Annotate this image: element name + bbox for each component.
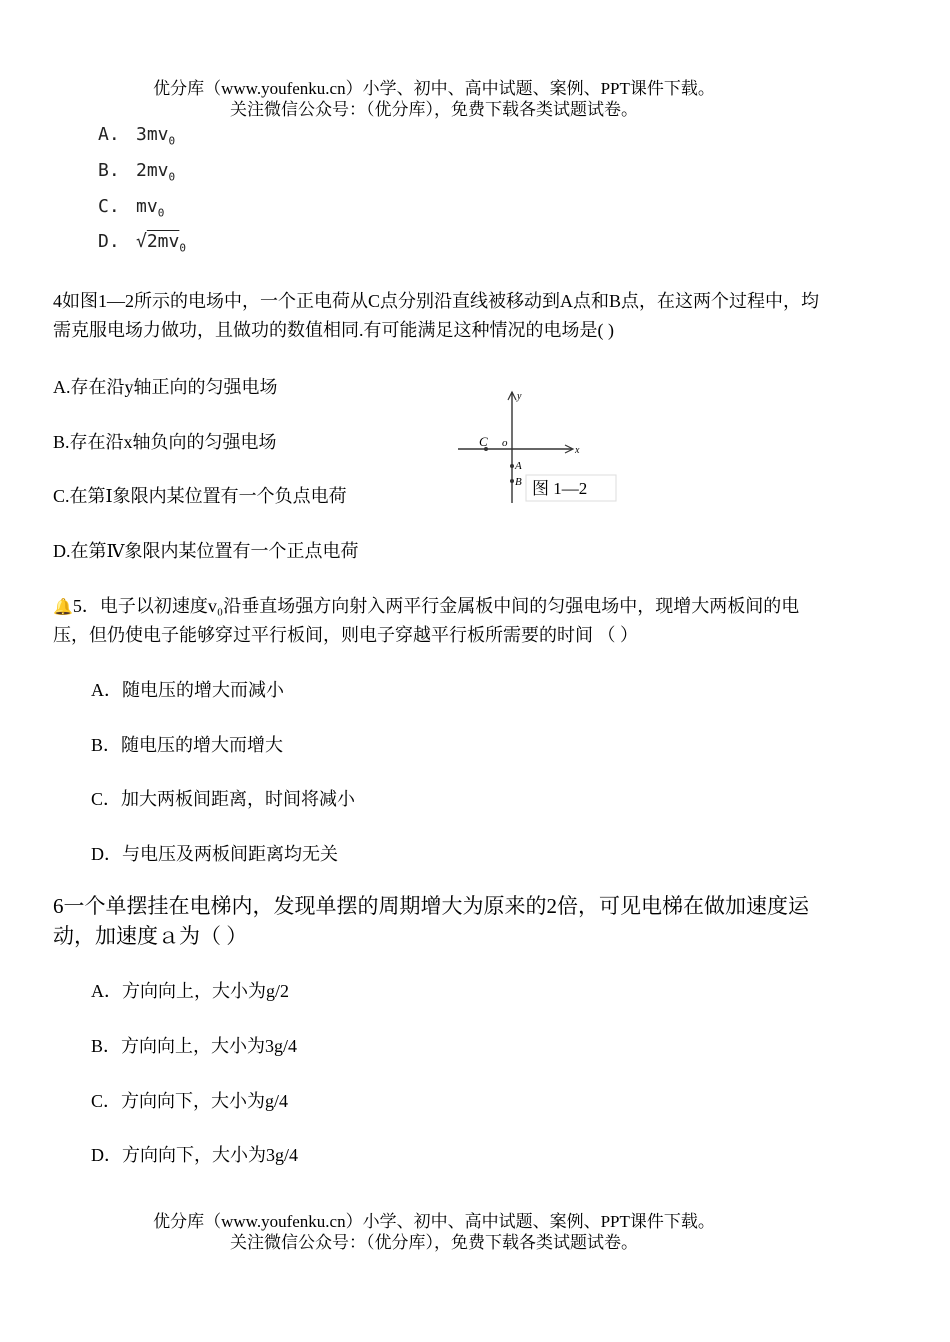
q4-stem: 4如图1—2所示的电场中，一个正电荷从C点分别沿直线被移动到A点和B点，在这两个过程中，均需克服电场力做功，且做功的数值相同.有可能满足这种情况的电场是( ) bbox=[53, 291, 820, 340]
q6-option-d: D．方向向下，大小为3g/4 bbox=[91, 1145, 298, 1165]
point-b-dot bbox=[510, 479, 514, 483]
origin-label: o bbox=[502, 437, 508, 449]
q4-option-b: B.存在沿x轴负向的匀强电场 bbox=[53, 432, 277, 452]
option-label: A. bbox=[98, 124, 120, 145]
page-footer bbox=[0, 1211, 868, 1253]
option-label: C. bbox=[98, 196, 120, 217]
figure-1-2 bbox=[455, 388, 625, 508]
footer-line-1: 优分库（www.youfenku.cn）小学、初中、高中试题、案例、PPT课件下载。 bbox=[153, 1212, 715, 1231]
q3-option-b bbox=[98, 160, 175, 184]
q5-option-a: A．随电压的增大而减小 bbox=[91, 680, 284, 700]
q6-option-c: C．方向向下，大小为g/4 bbox=[91, 1091, 289, 1111]
bell-icon: 🔔 bbox=[53, 597, 73, 616]
q5-stem bbox=[53, 592, 823, 650]
option-value: 3mv bbox=[136, 124, 169, 145]
option-value: 2mv bbox=[146, 231, 180, 252]
point-b-label: B bbox=[515, 476, 522, 488]
footer-line-2: 关注微信公众号：（优分库），免费下载各类试题试卷。 bbox=[230, 1233, 638, 1252]
option-value: 2mv bbox=[136, 160, 169, 181]
q3-option-d bbox=[98, 231, 186, 255]
option-sub: 0 bbox=[179, 241, 186, 255]
option-value: mv bbox=[136, 196, 158, 217]
q5-stem-text: 5．电子以初速度v₀沿垂直场强方向射入两平行金属板中间的匀强电场中，现增大两板间的电压，但仍使电子能够穿过平行板间，则电子穿越平行板所需要的时间 （ ） bbox=[53, 596, 800, 645]
option-sub: 0 bbox=[157, 206, 165, 220]
header-line-2: 关注微信公众号：（优分库），免费下载各类试题试卷。 bbox=[230, 100, 638, 119]
y-label: y bbox=[517, 391, 522, 402]
q4-option-a: A.存在沿y轴正向的匀强电场 bbox=[53, 377, 278, 397]
point-a-label: A bbox=[515, 460, 522, 472]
q5-option-d: D．与电压及两板间距离均无关 bbox=[91, 844, 338, 864]
figure-caption: 图 1—2 bbox=[532, 479, 588, 498]
q6-option-a: A．方向向上，大小为g/2 bbox=[91, 981, 289, 1001]
point-a-dot bbox=[510, 464, 514, 468]
page-header bbox=[0, 78, 868, 120]
q3-option-a bbox=[98, 124, 175, 148]
q6-stem: 6一个单摆挂在电梯内，发现单摆的周期增大为原来的2倍，可见电梯在做加速度运动，加速度ａ为（ ） bbox=[53, 894, 809, 948]
sqrt-sign: √ bbox=[136, 231, 147, 252]
option-sub: 0 bbox=[168, 134, 176, 148]
header-line-1: 优分库（www.youfenku.cn）小学、初中、高中试题、案例、PPT课件下载。 bbox=[153, 79, 715, 98]
q6-option-b: B．方向向上，大小为3g/4 bbox=[91, 1036, 298, 1056]
option-label: B. bbox=[98, 160, 120, 181]
q5-option-b: B．随电压的增大而增大 bbox=[91, 735, 284, 755]
q3-option-c bbox=[98, 196, 164, 220]
q5-option-c: C．加大两板间距离，时间将减小 bbox=[91, 789, 356, 809]
q4-option-c: C.在第Ⅰ象限内某位置有一个负点电荷 bbox=[53, 486, 347, 506]
point-c-label: C bbox=[479, 434, 488, 449]
q4-option-d: D.在第Ⅳ象限内某位置有一个正点电荷 bbox=[53, 541, 359, 561]
option-sub: 0 bbox=[168, 170, 176, 184]
x-label: x bbox=[575, 445, 580, 456]
option-label: D. bbox=[98, 231, 120, 252]
